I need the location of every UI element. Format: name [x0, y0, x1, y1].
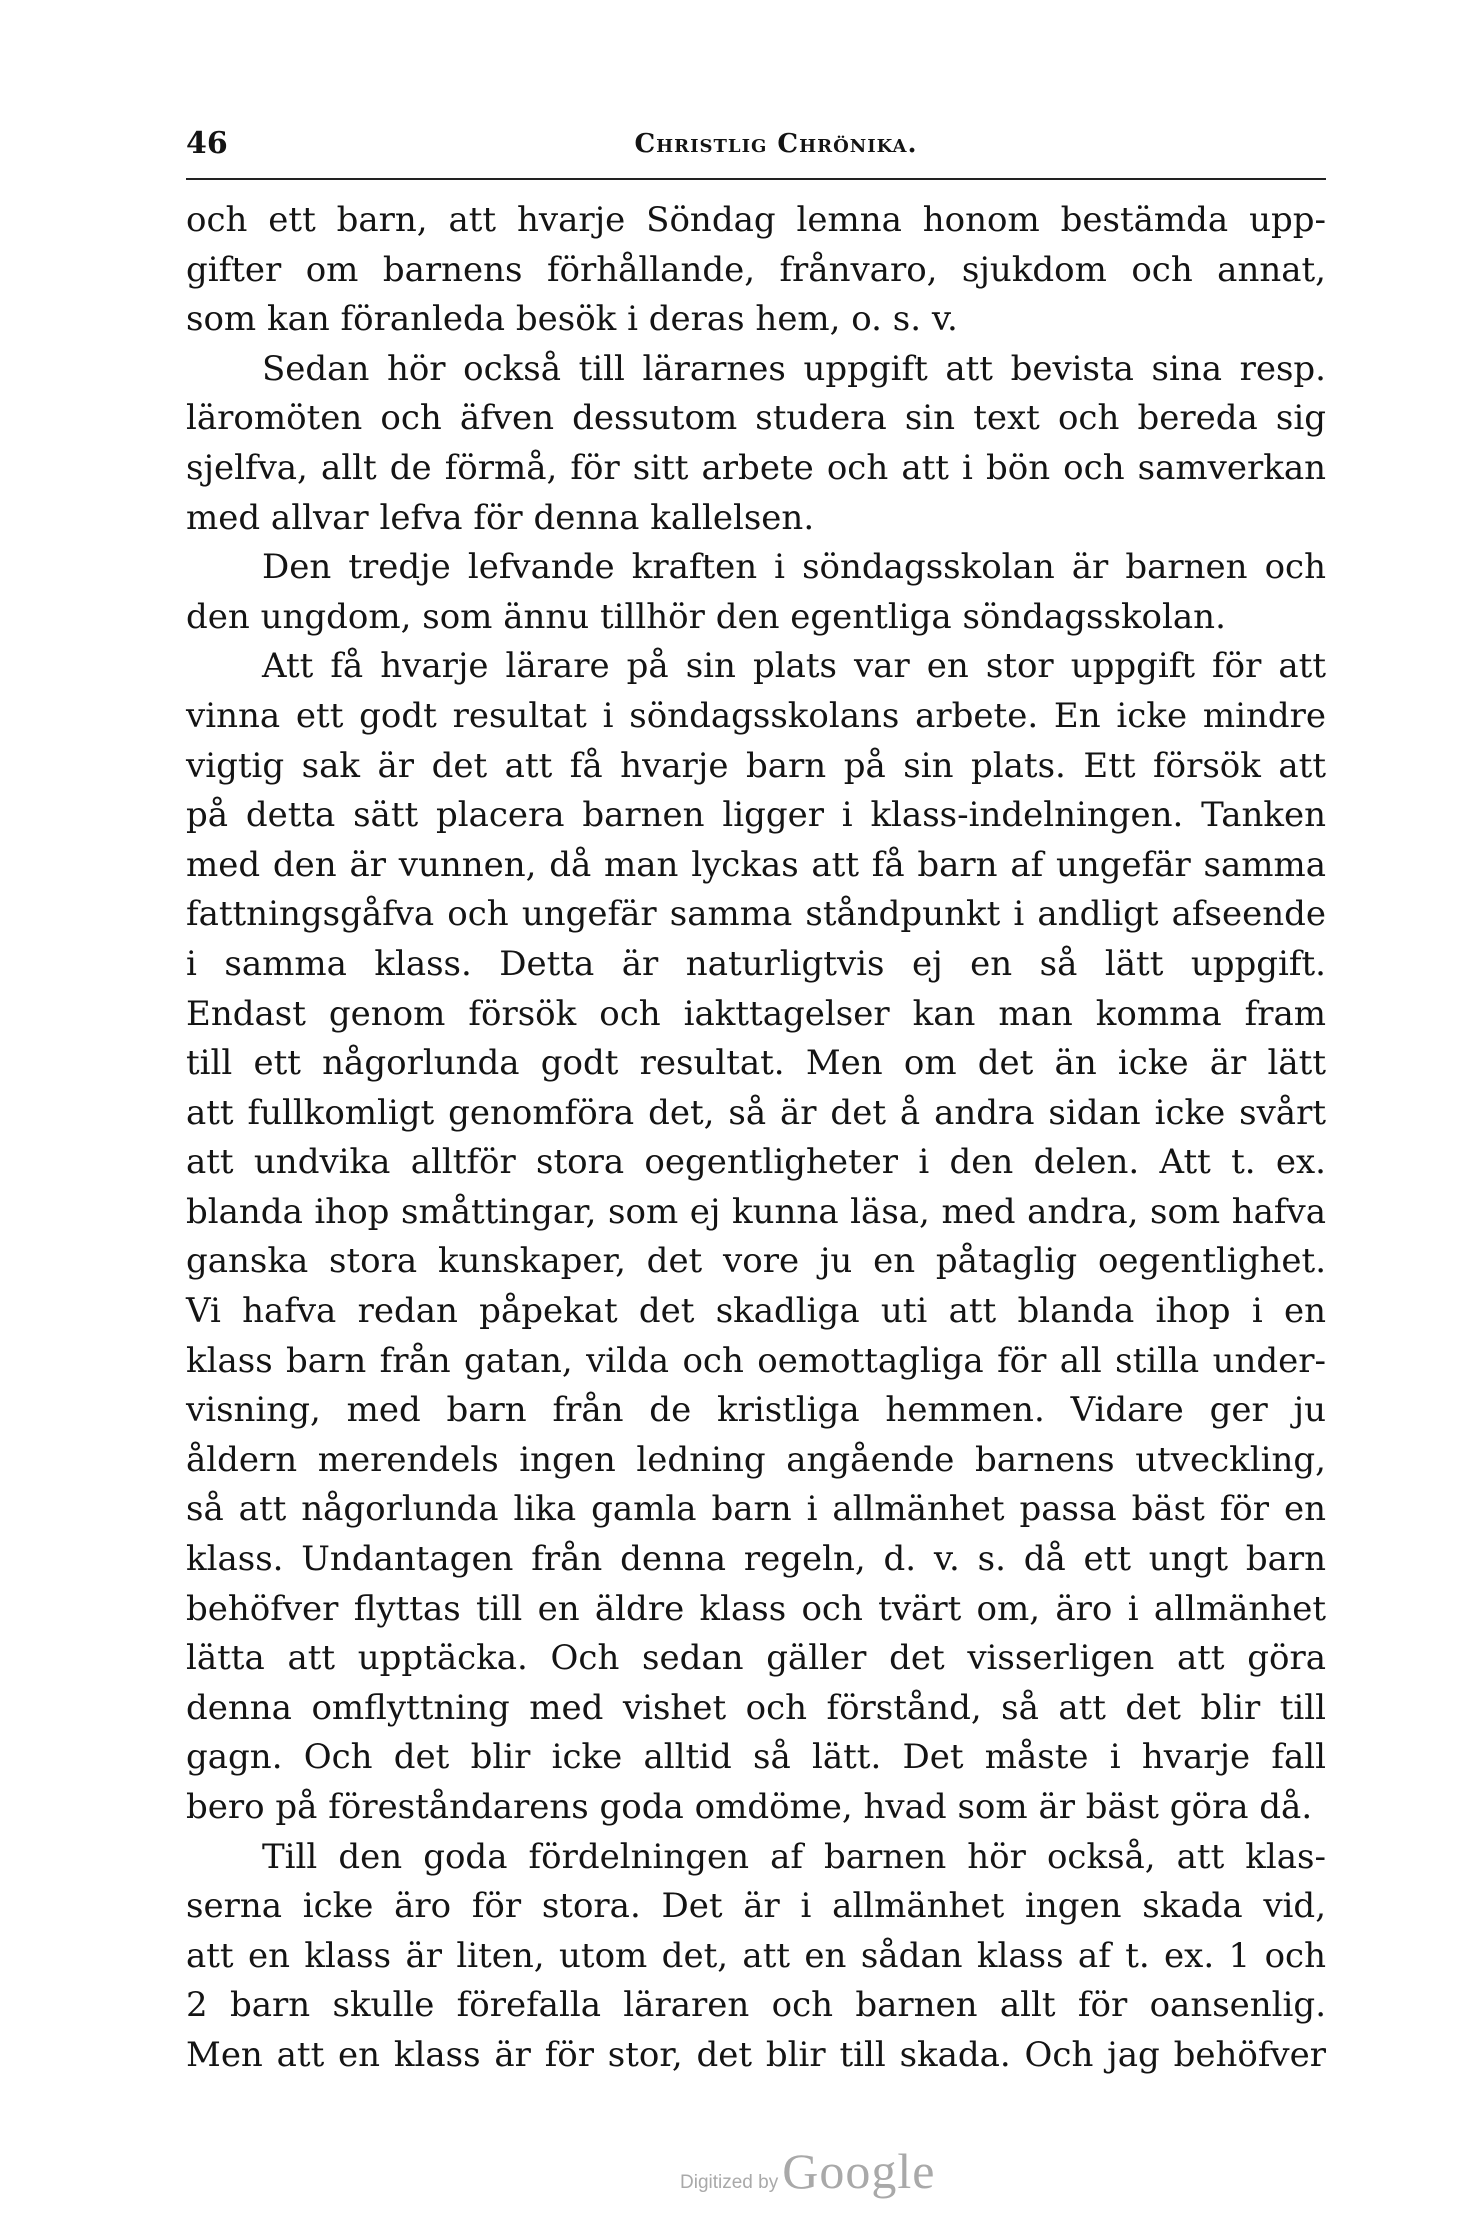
text-line: Endast genom försök och iakttagelser kan man komma fram: [186, 993, 1326, 1034]
text-line: åldern merendels ingen ledning angående barnens utveckling,: [186, 1439, 1326, 1480]
text-line: och ett barn, att hvarje Söndag lemna honom bestämda upp-: [186, 200, 1326, 240]
page-number: 46: [186, 126, 228, 161]
text-line: behöfver flyttas till en äldre klass och tvärt om, äro i allmänhet: [186, 1588, 1326, 1629]
text-line: Men att en klass är för stor, det blir till skada. Och jag behöfver: [186, 2034, 1326, 2075]
text-line: Till den goda fördelningen af barnen hör också, att klas-: [262, 1836, 1326, 1877]
text-line: Vi hafva redan påpekat det skadliga uti att blanda ihop i en: [186, 1291, 1326, 1332]
body-text: [186, 196, 1326, 2081]
running-title: Christlig Chrönika.: [634, 129, 918, 159]
text-line: till ett någorlunda godt resultat. Men om det än icke är lätt: [186, 1043, 1326, 1084]
text-line: sjelfva, allt de förmå, för sitt arbete och att i bön och samverkan: [186, 447, 1326, 488]
text-line: som kan föranleda besök i deras hem, o. s. v.: [186, 299, 958, 340]
running-head: [186, 124, 1326, 164]
text-line: serna icke äro för stora. Det är i allmänhet ingen skada vid,: [186, 1886, 1326, 1927]
text-line: bero på föreståndarens goda omdöme, hvad som är bäst göra då.: [186, 1787, 1313, 1827]
text-line: den ungdom, som ännu tillhör den egentliga söndagsskolan.: [186, 596, 1226, 637]
text-line: med allvar lefva för denna kallelsen.: [186, 497, 815, 538]
digitized-by-google-watermark: [680, 2142, 1010, 2202]
text-line: ganska stora kunskaper, det vore ju en påtaglig oegentlighet.: [186, 1241, 1326, 1282]
text-line: 2 barn skulle förefalla läraren och barnen allt för oansenlig.: [186, 1985, 1326, 2026]
text-line: att fullkomligt genomföra det, så är det å andra sidan icke svårt: [186, 1092, 1326, 1133]
text-line: lätta att upptäcka. Och sedan gäller det visserligen att göra: [186, 1638, 1326, 1679]
text-line: vigtig sak är det att få hvarje barn på sin plats. Ett försök att: [186, 745, 1326, 786]
text-line: klass. Undantagen från denna regeln, d. v. s. då ett ungt barn: [186, 1539, 1326, 1580]
text-line: denna omflyttning med vishet och förstånd, så att det blir till: [186, 1687, 1326, 1728]
text-line: att undvika alltför stora oegentligheter i den delen. Att t. ex.: [186, 1142, 1326, 1183]
text-line: Sedan hör också till lärarnes uppgift att bevista sina resp.: [262, 348, 1326, 389]
text-line: Den tredje lefvande kraften i söndagsskolan är barnen och: [262, 547, 1326, 588]
text-line: Att få hvarje lärare på sin plats var en stor uppgift för att: [262, 646, 1326, 687]
text-line: fattningsgåfva och ungefär samma ståndpunkt i andligt afseende: [186, 894, 1326, 935]
text-line: klass barn från gatan, vilda och oemottagliga för all stilla under-: [186, 1340, 1326, 1381]
text-line: gagn. Och det blir icke alltid så lätt. Det måste i hvarje fall: [186, 1737, 1326, 1778]
google-logo: Google: [782, 2143, 936, 2199]
text-line: läromöten och äfven dessutom studera sin text och bereda sig: [186, 398, 1326, 439]
text-line: visning, med barn från de kristliga hemmen. Vidare ger ju: [186, 1390, 1326, 1431]
text-line: blanda ihop småttingar, som ej kunna läsa, med andra, som hafva: [186, 1191, 1326, 1232]
text-line: i samma klass. Detta är naturligtvis ej en så lätt uppgift.: [186, 943, 1326, 984]
text-line: så att någorlunda lika gamla barn i allmänhet passa bäst för en: [186, 1489, 1326, 1530]
text-line: på detta sätt placera barnen ligger i klass-indelningen. Tanken: [186, 795, 1326, 836]
text-line: vinna ett godt resultat i söndagsskolans arbete. En icke mindre: [186, 695, 1326, 736]
header-rule: [186, 178, 1326, 180]
watermark-prefix: Digitized by: [680, 2172, 779, 2193]
text-line: med den är vunnen, då man lyckas att få barn af ungefär samma: [186, 844, 1326, 885]
text-line: gifter om barnens förhållande, frånvaro, sjukdom och annat,: [186, 249, 1326, 290]
text-line: att en klass är liten, utom det, att en sådan klass af t. ex. 1 och: [186, 1935, 1326, 1976]
